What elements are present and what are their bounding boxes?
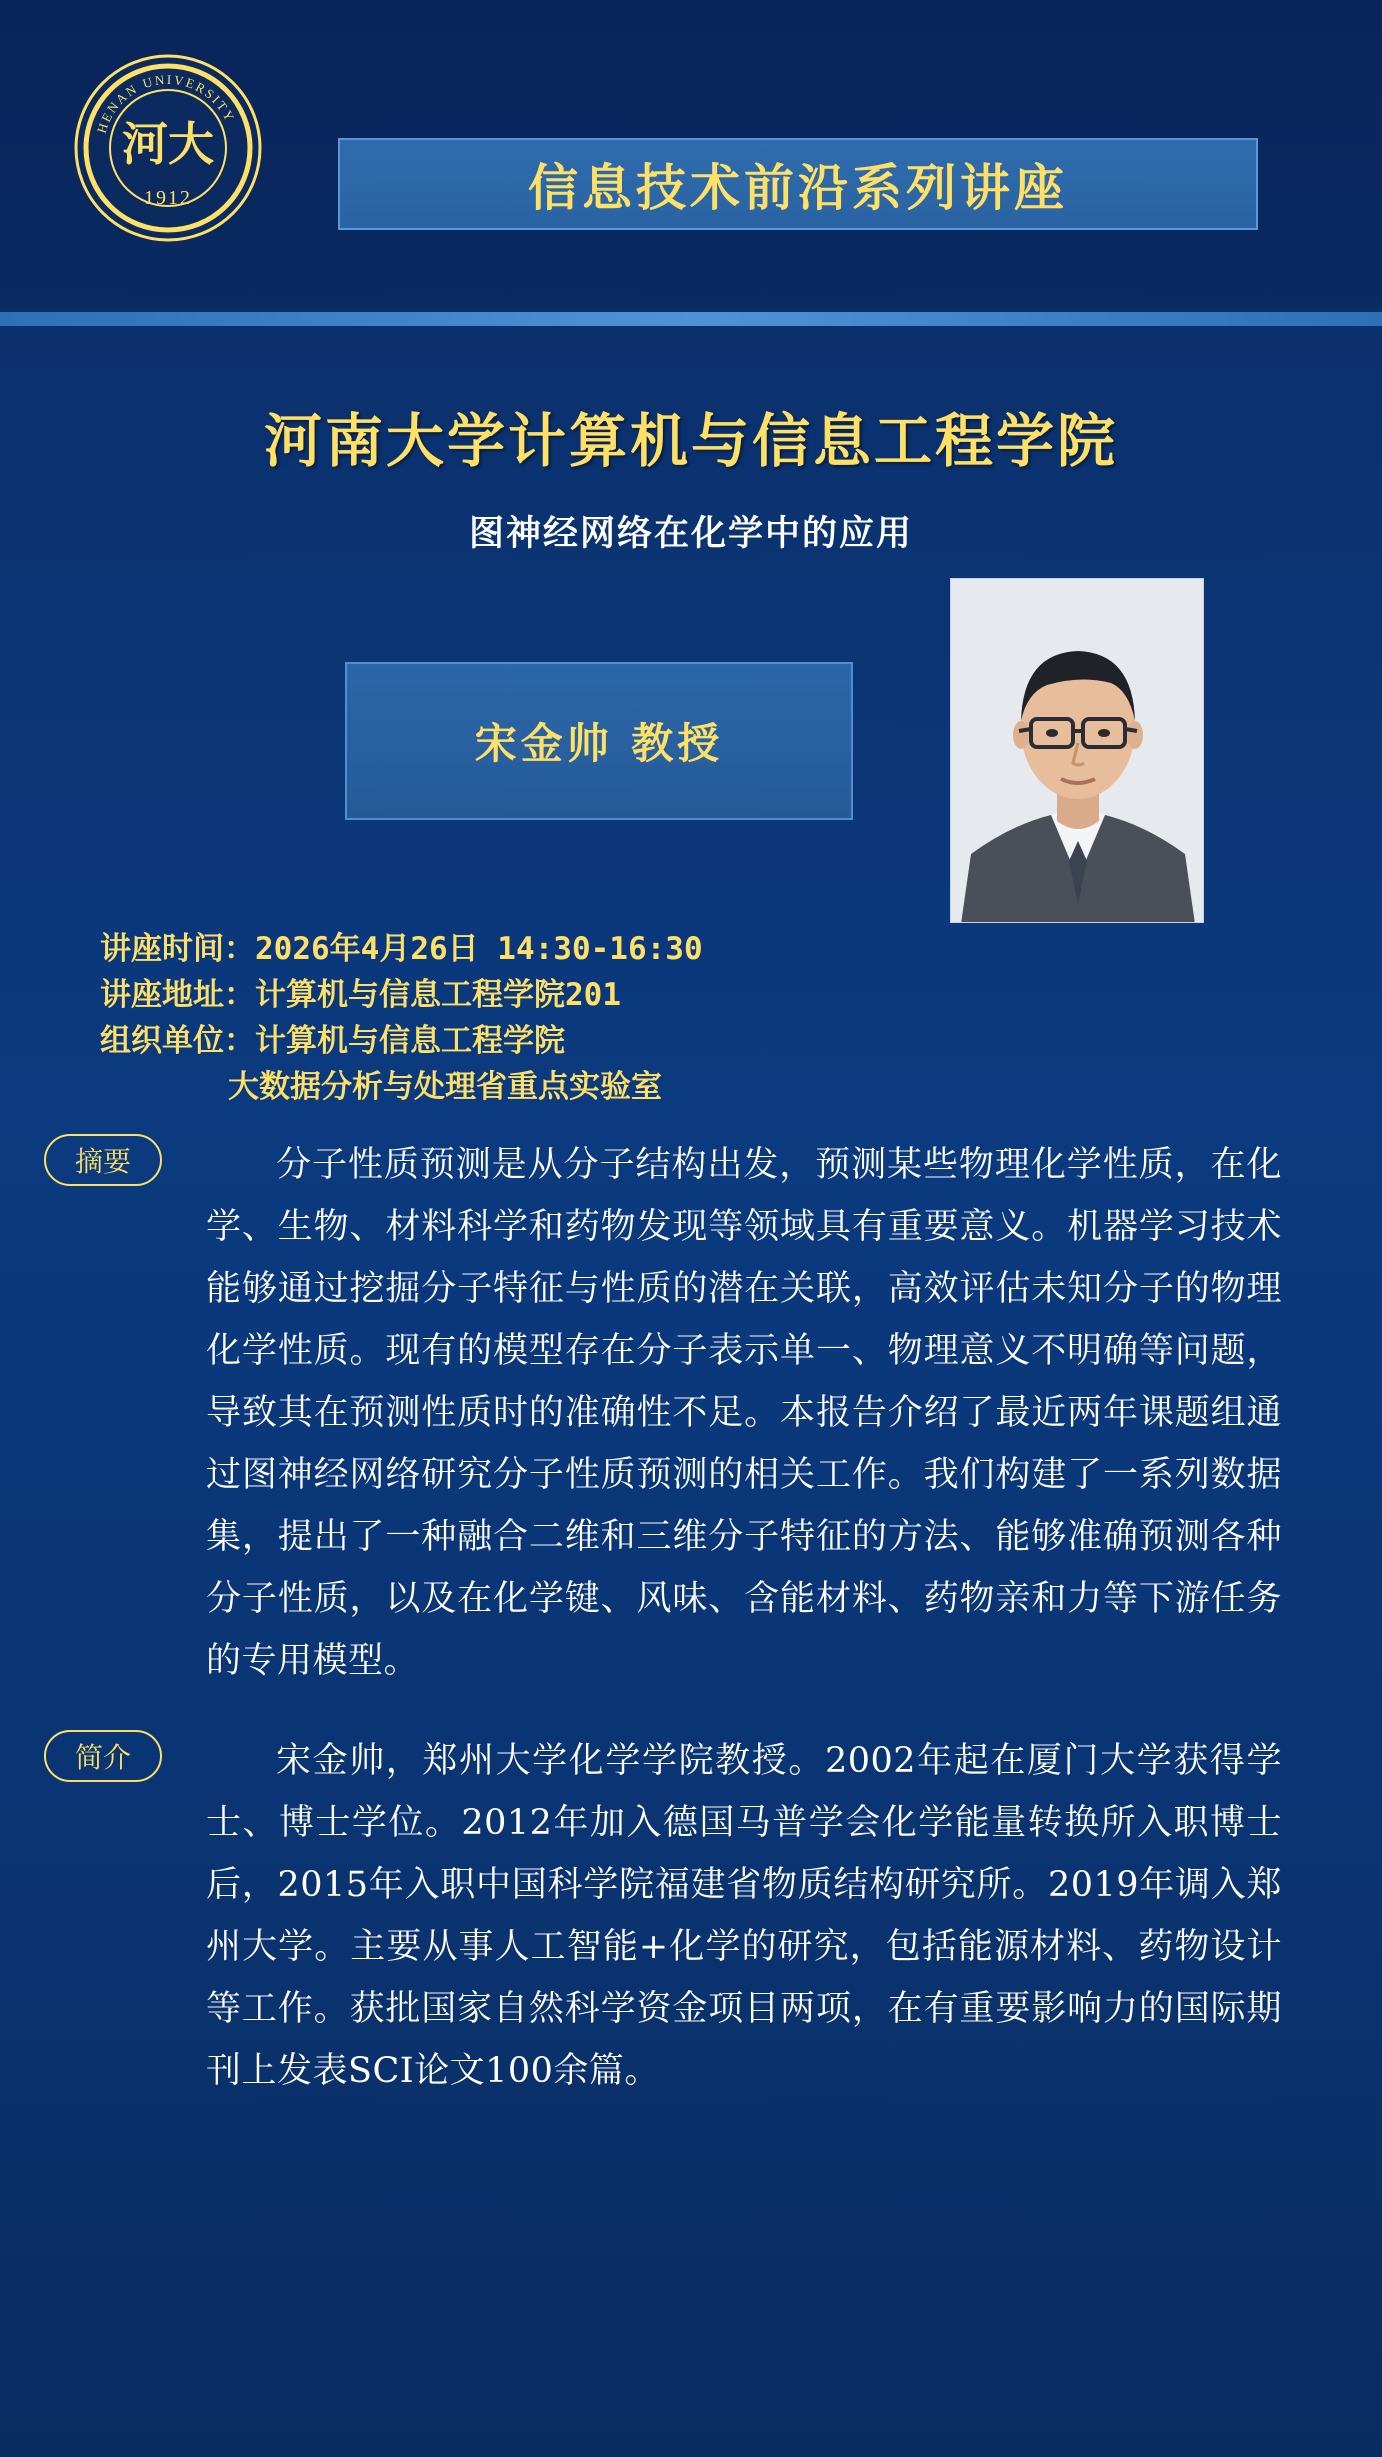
speaker-portrait [950, 578, 1204, 923]
header-divider [0, 312, 1382, 326]
detail-time-value: 2026年4月26日 14:30-16:30 [255, 931, 703, 967]
svg-text:HENAN UNIVERSITY: HENAN UNIVERSITY [93, 71, 239, 135]
bio-section [0, 1730, 1382, 2102]
detail-place-value: 计算机与信息工程学院201 [255, 977, 621, 1013]
speaker-name: 宋金帅 教授 [474, 719, 724, 768]
bio-text: 宋金帅，郑州大学化学学院教授。2002年起在厦门大学获得学士、博士学位。2012年加入德国马普学会化学能量转换所入职博士后，2015年入职中国科学院福建省物质结构研究所。2019年调入郑州大学。主要从事人工智能+化学的研究，包括能源材料、药物设计等工作。获批国家自然科学资金项目两项，在有重要影响力的国际期刊上发表SCI论文100余篇。 [206, 1741, 1282, 2091]
university-emblem-icon [72, 52, 264, 244]
lecture-subject: 图神经网络在化学中的应用 [468, 514, 913, 554]
poster-header [0, 0, 1382, 326]
page-title: 河南大学计算机与信息工程学院 [263, 407, 1118, 475]
speaker-name-banner [345, 662, 853, 820]
speaker-section [0, 566, 1382, 866]
detail-org [100, 1018, 1382, 1064]
bio-tag: 简介 [44, 1730, 162, 1782]
abstract-tag: 摘要 [44, 1134, 162, 1186]
detail-org-value: 计算机与信息工程学院 [255, 1023, 565, 1059]
detail-place-label: 讲座地址： [100, 977, 255, 1013]
detail-org-secondary: 大数据分析与处理省重点实验室 [228, 1069, 662, 1105]
detail-place [100, 972, 1382, 1018]
abstract-text: 分子性质预测是从分子结构出发，预测某些物理化学性质，在化学、生物、材料科学和药物发现等领域具有重要意义。机器学习技术能够通过挖掘分子特征与性质的潜在关联，高效评估未知分子的物理化学性质。现有的模型存在分子表示单一、物理意义不明确等问题，导致其在预测性质时的准确性不足。本报告介绍了最近两年课题组通过图神经网络研究分子性质预测的相关工作。我们构建了一系列数据集，提出了一种融合二维和三维分子特征的方法、能够准确预测各种分子性质，以及在化学键、风味、含能材料、药物亲和力等下游任务的专用模型。 [206, 1145, 1282, 1681]
detail-time-label: 讲座时间： [100, 931, 255, 967]
lecture-details [0, 926, 1382, 1110]
svg-text:河大: 河大 [122, 117, 214, 171]
detail-org-label: 组织单位： [100, 1023, 255, 1059]
series-title-banner [338, 138, 1258, 230]
series-title: 信息技术前沿系列讲座 [528, 158, 1068, 217]
abstract-section [0, 1134, 1382, 1692]
detail-time [100, 926, 1382, 972]
svg-text:1912: 1912 [144, 187, 192, 209]
